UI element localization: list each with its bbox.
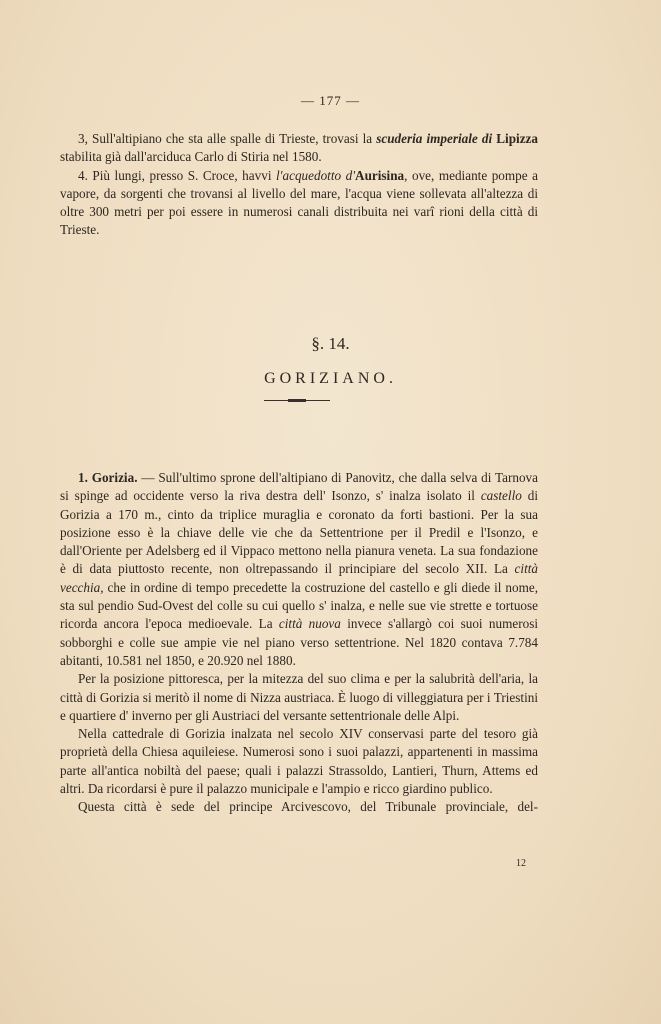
note-4: [60, 167, 538, 240]
note-3-lipizza: Lipizza: [496, 131, 538, 146]
p1-text-c: che in ordine di tempo precedette la costruzione del castello e gli diede il nome, sta sul pendio Sud-Ovest del colle su cui quello s' inalza, e nelle sue vie strette e tortuose ricorda ancora l'epoca medioevale. La: [60, 579, 538, 632]
p1-text-d: invece s'allargò coi suoi numerosi sobborghi e colle sue ampie vie nel piano verso settentrione. Nel 1820 contava 7.784 abitanti, 10.581 nel 1850, e 20.920 nel 1880.: [60, 616, 538, 668]
p1-text-b: di Gorizia a 170 m., cinto da triplice muraglia e coronato da forti bastioni. Per la sua posizione esso è la chiave delle vie che da Settentrione per il Predil e l'Isonzo, e dall'Oriente per Adelsberg ed il Vippaco mettono nella pianura veneta. La sua fondazione è di data piuttosto recente, non oltrepassando il principiare del secolo XII. La: [60, 488, 538, 577]
p1-castello: castello: [480, 488, 522, 504]
paragraph-gorizia: [60, 469, 538, 670]
paragraph-cathedral: Nella cattedrale di Gorizia inalzata nel secolo XIV conservasi parte del tesoro già proprietà della Chiesa aquileiese. Numerosi sono i suoi palazzi, appartenenti in massima parte all'antica nobiltà del paese; quali i palazzi Strassoldo, Lantieri, Thurn, Attems ed altri. Da ricordarsi è pure il palazzo municipale e l'ampio e ricco giardino publico.: [60, 726, 538, 797]
gorizia-label: 1. Gorizia.: [78, 470, 138, 485]
note-3-scuderia: scuderia imperiale di: [376, 131, 493, 146]
note-4-text-a: 4. Più lungi, presso S. Croce, havvi: [78, 167, 277, 183]
signature-mark: 12: [516, 858, 526, 869]
p1-citta-vecchia: città vecchia,: [60, 561, 538, 595]
note-4-text-b: , ove, mediante pompe a vapore, da sorgenti che trovansi al livello del mare, l'acqua viene sollevata all'altezza di oltre 300 metri per poi essere in numerosi canali distribuita nei varî rioni della città di Trieste.: [60, 167, 538, 238]
paragraph-seat: Questa città è sede del principe Arcivescovo, del Tribunale provinciale, del-: [78, 799, 538, 815]
paragraph-climate: Per la posizione pittoresca, per la mitezza del suo clima e per la salubrità dell'aria, la città di Gorizia si meritò il nome di Nizza austriaca. È luogo di villeggiatura per i Triestini e quartiere d' inverno per gli Austriaci del versante settentrionale delle Alpi.: [60, 671, 538, 723]
note-3-text-a: Sull'altipiano che sta alle spalle di Trieste, trovasi la: [87, 131, 377, 146]
note-3: [60, 130, 538, 167]
note-4-acquedotto: l'acquedotto d': [276, 167, 356, 183]
note-4-aurisina: Aurisina: [355, 167, 405, 183]
section-title: GORIZIANO.: [264, 370, 397, 387]
ornamental-rule: [264, 400, 330, 401]
p1-text-a: — Sull'ultimo sprone dell'altipiano di Panovitz, che dalla selva di Tarnova si spinge ad occidente verso la riva destra dell' Isonzo, s' inalza isolato il: [60, 470, 538, 504]
section-number: §. 14.: [311, 334, 350, 353]
note-3-number: 3,: [78, 131, 88, 146]
page-number: — 177 —: [301, 93, 360, 108]
notes-block: [60, 130, 538, 240]
p1-citta-nuova: città nuova: [278, 616, 341, 632]
main-text: [60, 469, 538, 817]
note-3-text-b: stabilita già dall'arciduca Carlo di Stiria nel 1580.: [60, 149, 322, 165]
rule-ornament: [288, 399, 306, 402]
